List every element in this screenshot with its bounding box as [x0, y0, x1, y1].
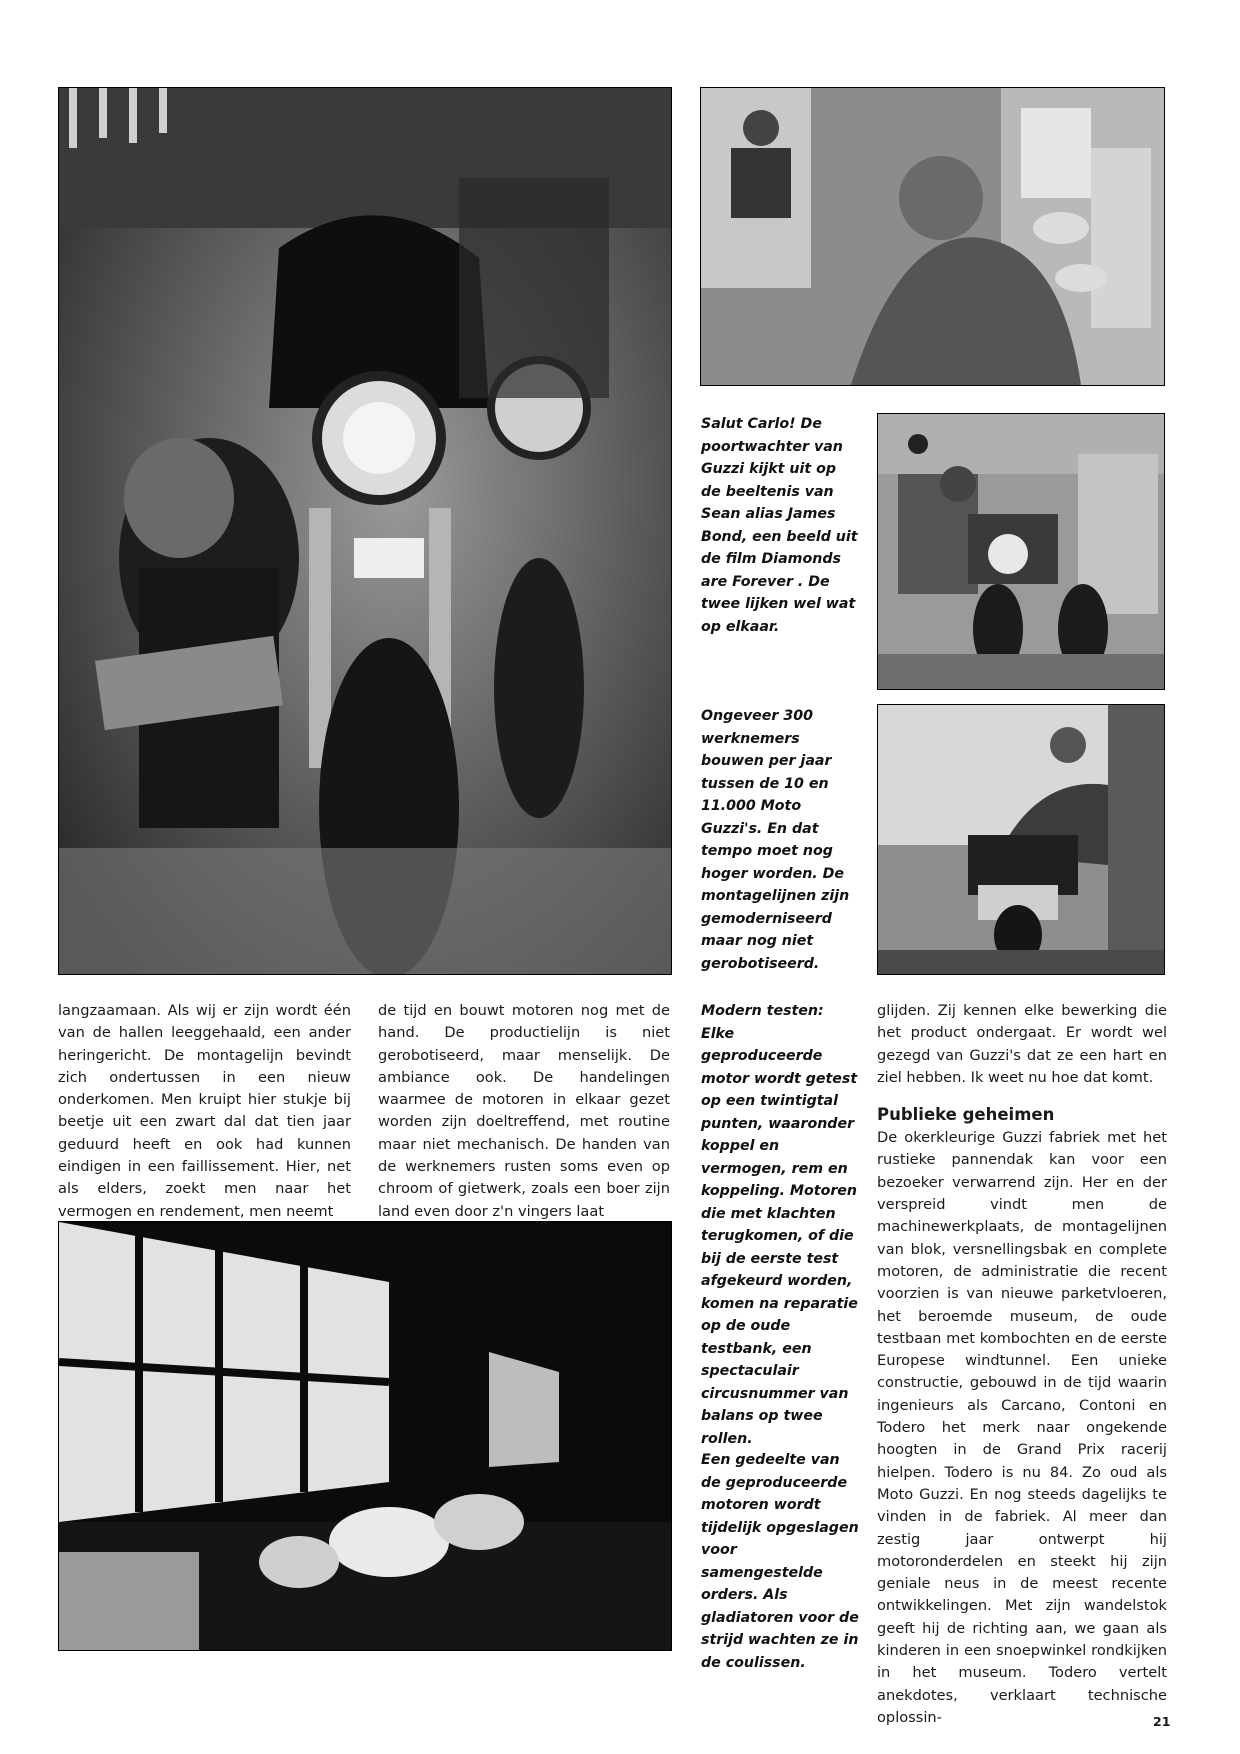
caption-storage: Een gedeelte van de geproduceerde motoren wordt tijdelijk opgeslagen voor samengestelde orders. Als gladiatoren voor de strijd wachten ze in de coulissen.: [701, 1452, 859, 1671]
body-column-1: langzaamaan. Als wij er zijn wordt één van de hallen leeggehaald, een ander heringericht. De montagelijn bevindt zich ondertussen in een nieuw onderkomen. Men kruipt hier stukje bij beetje uit een zwart dal dat tien jaar geduurd heeft en ook had kunnen eindigen in een faillissement. Hier, net als elders, zoekt men naar het vermogen en rendement, men neemt: [58, 1002, 351, 1220]
body-column-2: de tijd en bouwt motoren nog met de hand. De productielijn is niet gerobotiseerd, maar menselijk. De ambiance ook. De handelingen waarmee de motoren in elkaar gezet worden zijn doeltreffend, met routine maar niet mechanisch. De handen van de werknemers rusten soms even op chroom of gietwerk, zoals een boer zijn land even door z'n vingers laat: [378, 1002, 670, 1220]
caption-testing: Modern testen: Elke geproduceerde motor wordt getest op een twintigtal punten, waaronder koppel en vermogen, rem en koppeling. Motoren die met klachten terugkomen, of die bij de eerste test afgekeurd worden, komen na reparatie op de oude testbank, een spectaculair circusnummer van balans op twee rollen.: [701, 1003, 858, 1447]
photo-old-test-bench: [877, 704, 1165, 975]
column-4-intro: glijden. Zij kennen elke bewerking die het product ondergaat. Er wordt wel gezegd van Guzzi's dat ze een hart en ziel hebben. Ik weet nu hoe dat komt.: [877, 1002, 1167, 1086]
page-number: 21: [1153, 1714, 1171, 1729]
caption-gatekeeper: Salut Carlo! De poortwachter van Guzzi kijkt uit op de beeltenis van Sean alias James Bond, een beeld uit de film Diamonds are Forever . De twee lijken wel wat op elkaar.: [701, 416, 858, 635]
photo-gatekeeper: [700, 87, 1165, 386]
photo-storage-hall: [58, 1221, 672, 1651]
column-4-body: De okerkleurige Guzzi fabriek met het rustieke pannendak kan voor een bezoeker verwarrend zijn. Her en der verspreid vindt men de machinewerkplaats, de montagelijnen van blok, versnellingsbak en complete motoren, de administratie die recent voorzien is van nieuwe parketvloeren, het beroemde museum, de oude testbaan met kombochten en de eerste Europese windtunnel. Een unieke constructie, gebouwd in de tijd waarin ingenieurs als Carcano, Contoni en Todero het merk naar ongekende hoogten in de Grand Prix racerij hielpen. Todero is nu 84. Zo oud als Moto Guzzi. En nog steeds dagelijks te vinden in de fabriek. Al meer dan zestig jaar ontwerpt hij motoronderdelen en steekt hij zijn geniale neus in de meest recente ontwikkelingen. Met zijn wandelstok geeft hij de richting aan, we gaan als kinderen in een snoepwinkel rondkijken in het museum. Todero vertelt anekdotes, verklaart technische oplossin-: [877, 1129, 1167, 1726]
body-column-4: [877, 1000, 1167, 1729]
caption-workers: Ongeveer 300 werknemers bouwen per jaar tussen de 10 en 11.000 Moto Guzzi's. En dat tempo moet nog hoger worden. De montagelijnen zijn gemoderniseerd maar nog niet gerobotiseerd.: [701, 708, 850, 972]
photo-assembly-line: [58, 87, 672, 975]
photo-test-bench: [877, 413, 1165, 690]
section-heading: Publieke geheimen: [877, 1105, 1055, 1125]
